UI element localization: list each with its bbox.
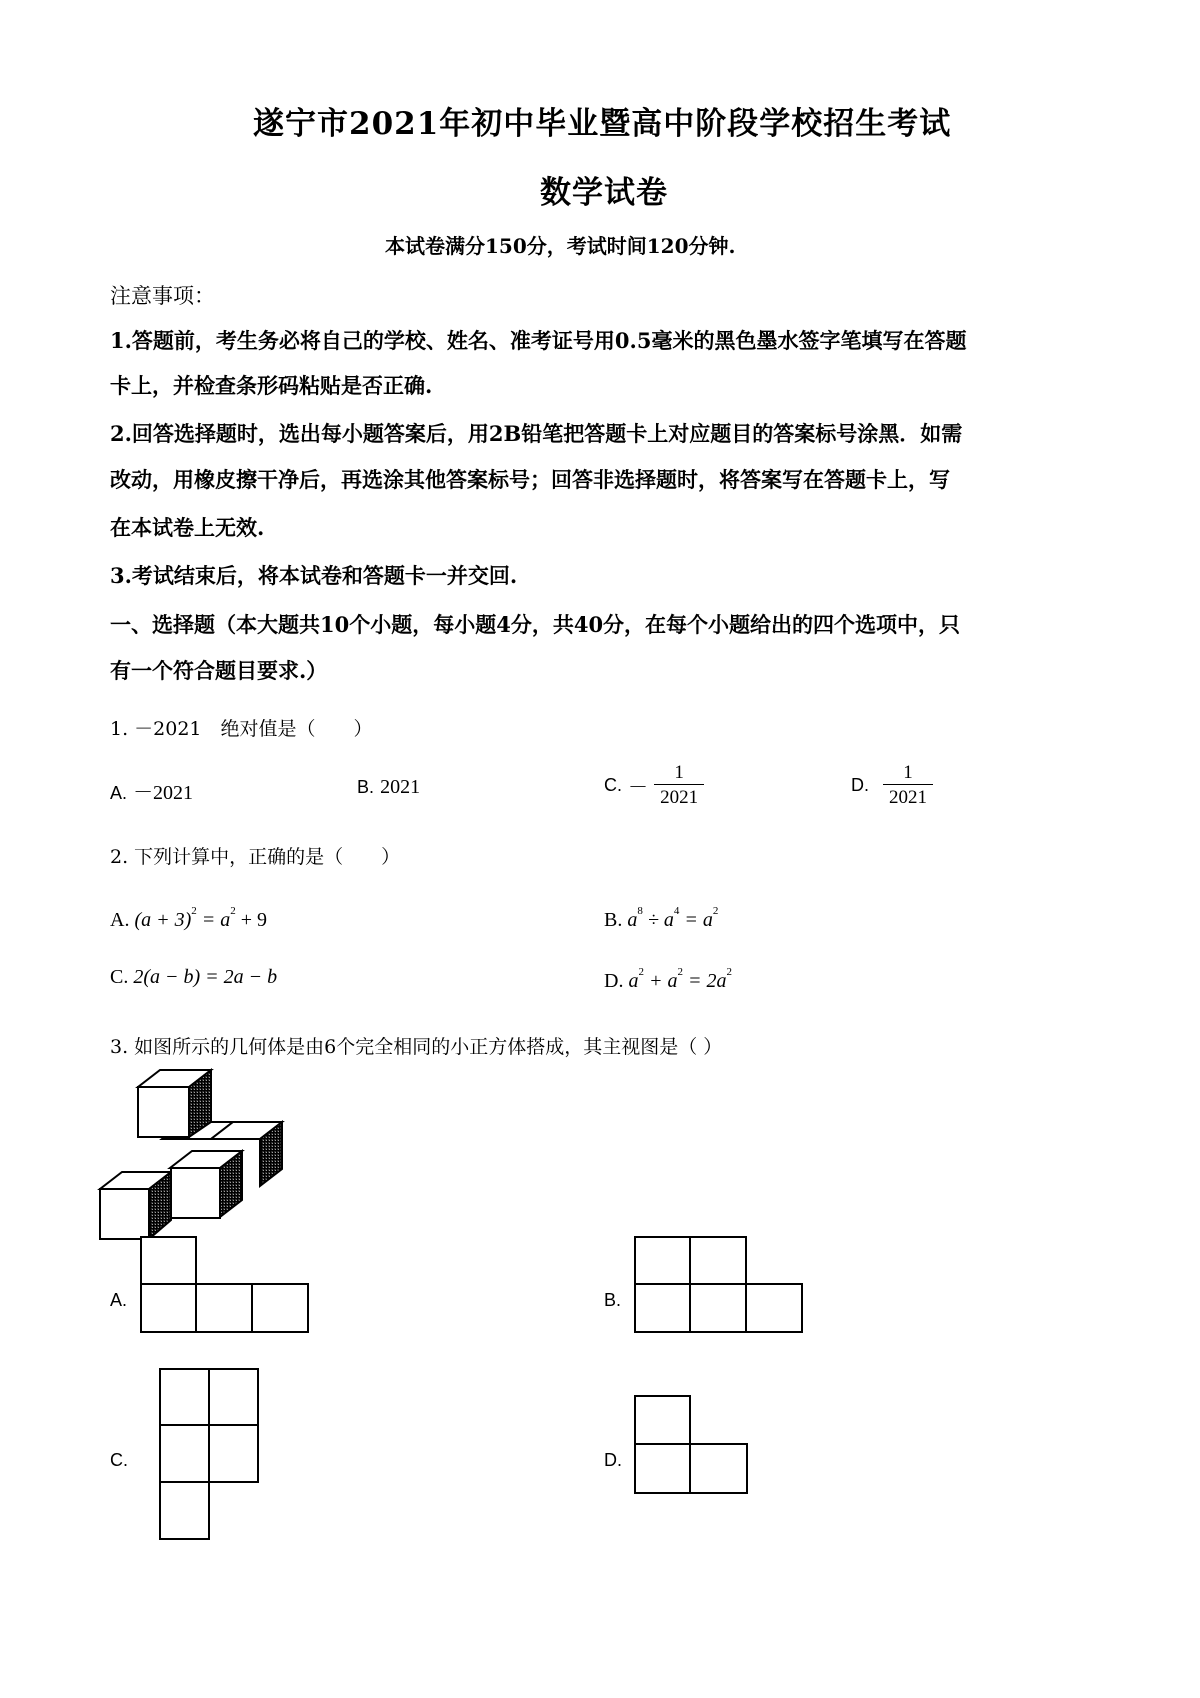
square: [690, 1237, 746, 1284]
square: [690, 1444, 747, 1493]
cube-left-front: [100, 1189, 149, 1239]
q1-option-a-label: A.: [110, 783, 128, 803]
cube-mid-front: [171, 1168, 220, 1218]
q1-option-d-numerator: 1: [903, 762, 913, 783]
square: [209, 1425, 258, 1482]
note-2-line-2: 改动，用橡皮擦干净后，再选涂其他答案标号；回答非选择题时，将答案写在答题卡上，写: [110, 467, 950, 492]
q1-option-d-denominator: 2021: [883, 784, 933, 809]
q2-option-a-base: (a + 3): [134, 909, 192, 931]
q2-option-b-exp3: 2: [712, 905, 719, 917]
q2-option-b: [604, 905, 718, 932]
q2-option-d-exp3: 2: [726, 966, 732, 978]
q1-option-c-sign: －: [628, 777, 649, 799]
q2-option-a-label: A.: [110, 909, 130, 931]
q2-option-b-a: a: [627, 909, 638, 931]
q1-option-d-fraction: [883, 762, 933, 809]
q2-option-a-tail: + 9: [235, 909, 268, 931]
q2-option-d-exp1: 2: [638, 966, 644, 978]
square: [690, 1284, 746, 1332]
q1-option-c: [604, 762, 704, 809]
q1-option-c-fraction: [654, 762, 704, 809]
note-1-line-2: 卡上，并检查条形码粘贴是否正确.: [110, 373, 433, 398]
square: [635, 1444, 690, 1493]
section-heading-line-2: 有一个符合题目要求.）: [110, 658, 328, 683]
q3-option-c-view: [159, 1368, 264, 1543]
exam-info: 本试卷满分150分，考试时间120分钟.: [385, 234, 736, 258]
q1-option-c-numerator: 1: [674, 762, 684, 783]
square: [196, 1284, 252, 1332]
page-title: 遂宁市2021年初中毕业暨高中阶段学校招生考试: [253, 106, 952, 142]
square: [160, 1425, 209, 1482]
q1-option-a-text: －2021: [133, 782, 194, 804]
note-2-line-3: 在本试卷上无效.: [110, 515, 265, 540]
square: [209, 1369, 258, 1425]
q1-option-b-label: B.: [357, 777, 375, 797]
q1-option-d-label: D.: [851, 775, 869, 795]
q3-option-b-label: B.: [604, 1290, 622, 1310]
q2-option-b-exp2: 4: [673, 905, 680, 917]
cube-assembly-figure: [100, 1070, 300, 1230]
q3-option-b-view: [634, 1236, 809, 1346]
q3-option-d-label: D.: [604, 1450, 622, 1470]
question-3-stem: 3. 如图所示的几何体是由6个完全相同的小正方体搭成，其主视图是（ ）: [110, 1036, 723, 1058]
q2-option-b-exp1: 8: [637, 905, 643, 917]
q2-option-d: [604, 966, 732, 993]
square: [141, 1284, 196, 1332]
square: [635, 1396, 690, 1444]
square: [635, 1284, 690, 1332]
q2-option-b-label: B.: [604, 909, 623, 931]
square: [635, 1237, 690, 1284]
q2-option-a-exp: 2: [191, 905, 197, 917]
q2-option-d-plus: + a: [643, 970, 678, 992]
q2-option-a: [110, 905, 267, 932]
notes-heading: 注意事项：: [110, 284, 215, 308]
square: [141, 1237, 196, 1284]
q2-option-a-exp2: 2: [230, 905, 236, 917]
page-subtitle: 数学试卷: [540, 175, 668, 211]
q2-option-c: [110, 966, 277, 989]
cube-top-front: [138, 1087, 189, 1137]
square: [252, 1284, 308, 1332]
q1-option-b-text: 2021: [380, 776, 421, 798]
q3-option-a-view: [140, 1236, 310, 1346]
question-1-stem: 1. －2021 绝对值是（ ）: [110, 718, 373, 740]
q2-option-b-eq: = a: [679, 909, 713, 931]
q2-option-d-exp2: 2: [677, 966, 683, 978]
question-2-stem: 2. 下列计算中，正确的是（ ）: [110, 846, 401, 868]
square: [160, 1482, 209, 1539]
section-heading-line-1: 一、选择题（本大题共10个小题，每小题4分，共40分，在每个小题给出的四个选项中，只: [110, 612, 961, 637]
square: [746, 1284, 802, 1332]
q3-option-c-label: C.: [110, 1450, 128, 1470]
q2-option-c-expr: 2(a − b) = 2a − b: [133, 966, 278, 988]
q2-option-a-eq: = a: [196, 909, 231, 931]
q1-option-a: [110, 776, 193, 805]
q2-option-c-label: C.: [110, 966, 129, 988]
q2-option-b-div: ÷ a: [642, 909, 674, 931]
q1-option-b: [357, 776, 420, 799]
q3-option-a-label: A.: [110, 1290, 128, 1310]
note-2-line-1: 2.回答选择题时，选出每小题答案后，用2B铅笔把答题卡上对应题目的答案标号涂黑．如需: [110, 421, 963, 446]
q3-option-d-view: [634, 1395, 754, 1505]
q1-option-c-denominator: 2021: [654, 784, 704, 809]
q2-option-d-label: D.: [604, 970, 624, 992]
square: [160, 1369, 209, 1425]
note-1-line-1: 1.答题前，考生务必将自己的学校、姓名、准考证号用0.5毫米的黑色墨水签字笔填写在答题: [110, 328, 967, 353]
q1-option-d: [851, 762, 933, 809]
q1-option-c-label: C.: [604, 775, 622, 795]
note-3: 3.考试结束后，将本试卷和答题卡一并交回.: [110, 563, 518, 588]
q2-option-d-a: a: [628, 970, 639, 992]
q2-option-d-eq: = 2a: [682, 970, 727, 992]
